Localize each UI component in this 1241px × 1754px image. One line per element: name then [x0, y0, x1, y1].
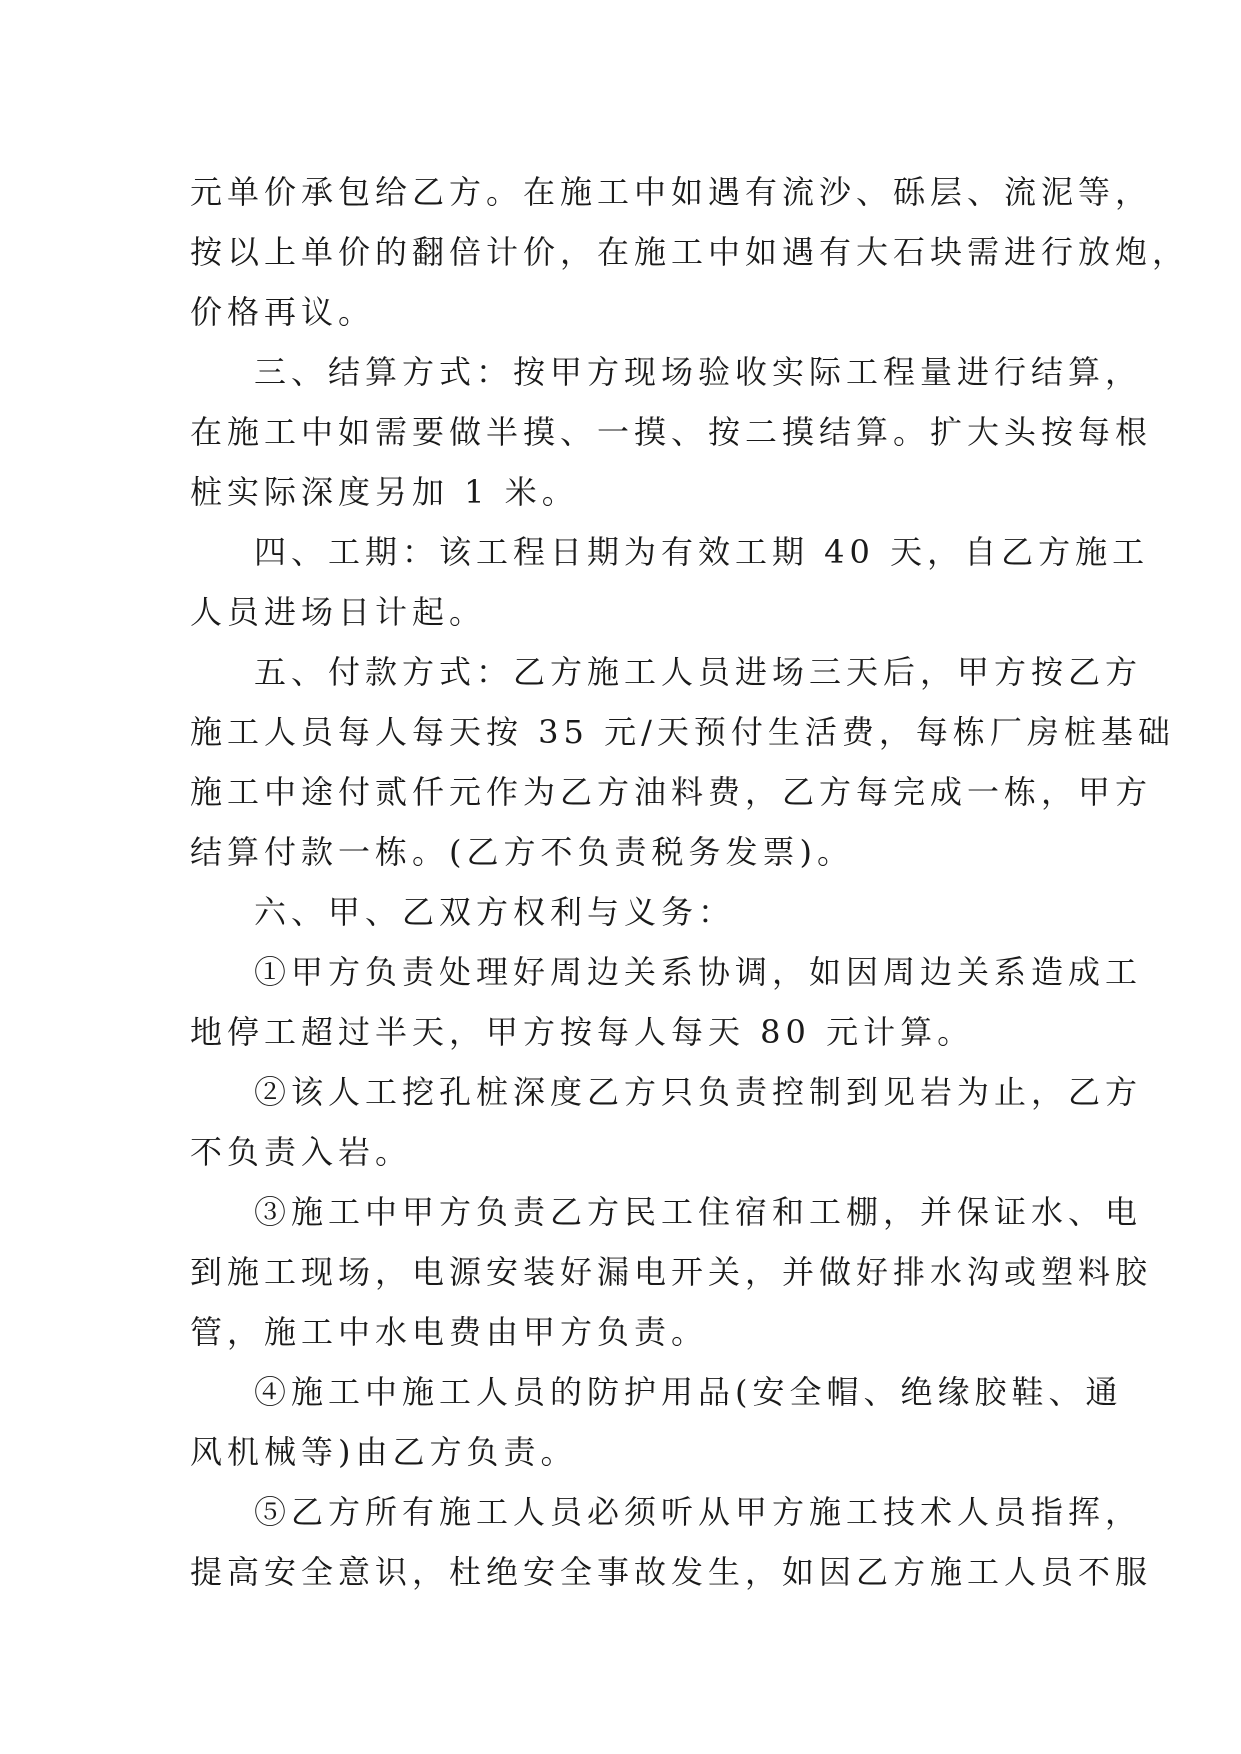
section-heading-rights: 六、甲、乙双方权利与义务： — [254, 893, 736, 931]
text-line: 人员进场日计起。 — [190, 593, 487, 631]
text-line: 施工人员每人每天按 35 元/天预付生活费，每栋厂房桩基础 — [190, 713, 1175, 751]
text-line: 施工中途付贰仟元作为乙方油料费，乙方每完成一栋，甲方 — [190, 773, 1153, 811]
text-line: 地停工超过半天，甲方按每人每天 80 元计算。 — [190, 1013, 975, 1051]
clause-item-5: ⑤乙方所有施工人员必须听从甲方施工技术人员指挥， — [254, 1493, 1143, 1531]
text-line: 提高安全意识，杜绝安全事故发生，如因乙方施工人员不服 — [190, 1553, 1153, 1591]
clause-item-4: ④施工中施工人员的防护用品(安全帽、绝缘胶鞋、通 — [254, 1373, 1123, 1411]
text-line: 不负责入岩。 — [190, 1133, 413, 1171]
clause-item-2: ②该人工挖孔桩深度乙方只负责控制到见岩为止，乙方 — [254, 1073, 1143, 1111]
clause-item-3: ③施工中甲方负责乙方民工住宿和工棚，并保证水、电 — [254, 1193, 1143, 1231]
section-heading-schedule: 四、工期：该工程日期为有效工期 40 天，自乙方施工 — [254, 533, 1150, 571]
text-line: 元单价承包给乙方。在施工中如遇有流沙、砾层、流泥等， — [190, 173, 1153, 211]
clause-item-1: ①甲方负责处理好周边关系协调，如因周边关系造成工 — [254, 953, 1143, 991]
text-line: 风机械等)由乙方负责。 — [190, 1433, 578, 1471]
text-line: 在施工中如需要做半摸、一摸、按二摸结算。扩大头按每根 — [190, 413, 1153, 451]
contract-body-text — [190, 162, 1190, 1602]
text-line: 价格再议。 — [190, 293, 376, 331]
text-line: 桩实际深度另加 1 米。 — [190, 473, 579, 511]
text-line: 结算付款一栋。(乙方不负责税务发票)。 — [190, 833, 854, 871]
text-line: 管，施工中水电费由甲方负责。 — [190, 1313, 709, 1351]
text-line: 到施工现场，电源安装好漏电开关，并做好排水沟或塑料胶 — [190, 1253, 1153, 1291]
section-heading-payment: 五、付款方式：乙方施工人员进场三天后，甲方按乙方 — [254, 653, 1143, 691]
section-heading-settlement: 三、结算方式：按甲方现场验收实际工程量进行结算， — [254, 353, 1143, 391]
text-line: 按以上单价的翻倍计价，在施工中如遇有大石块需进行放炮， — [190, 233, 1190, 271]
